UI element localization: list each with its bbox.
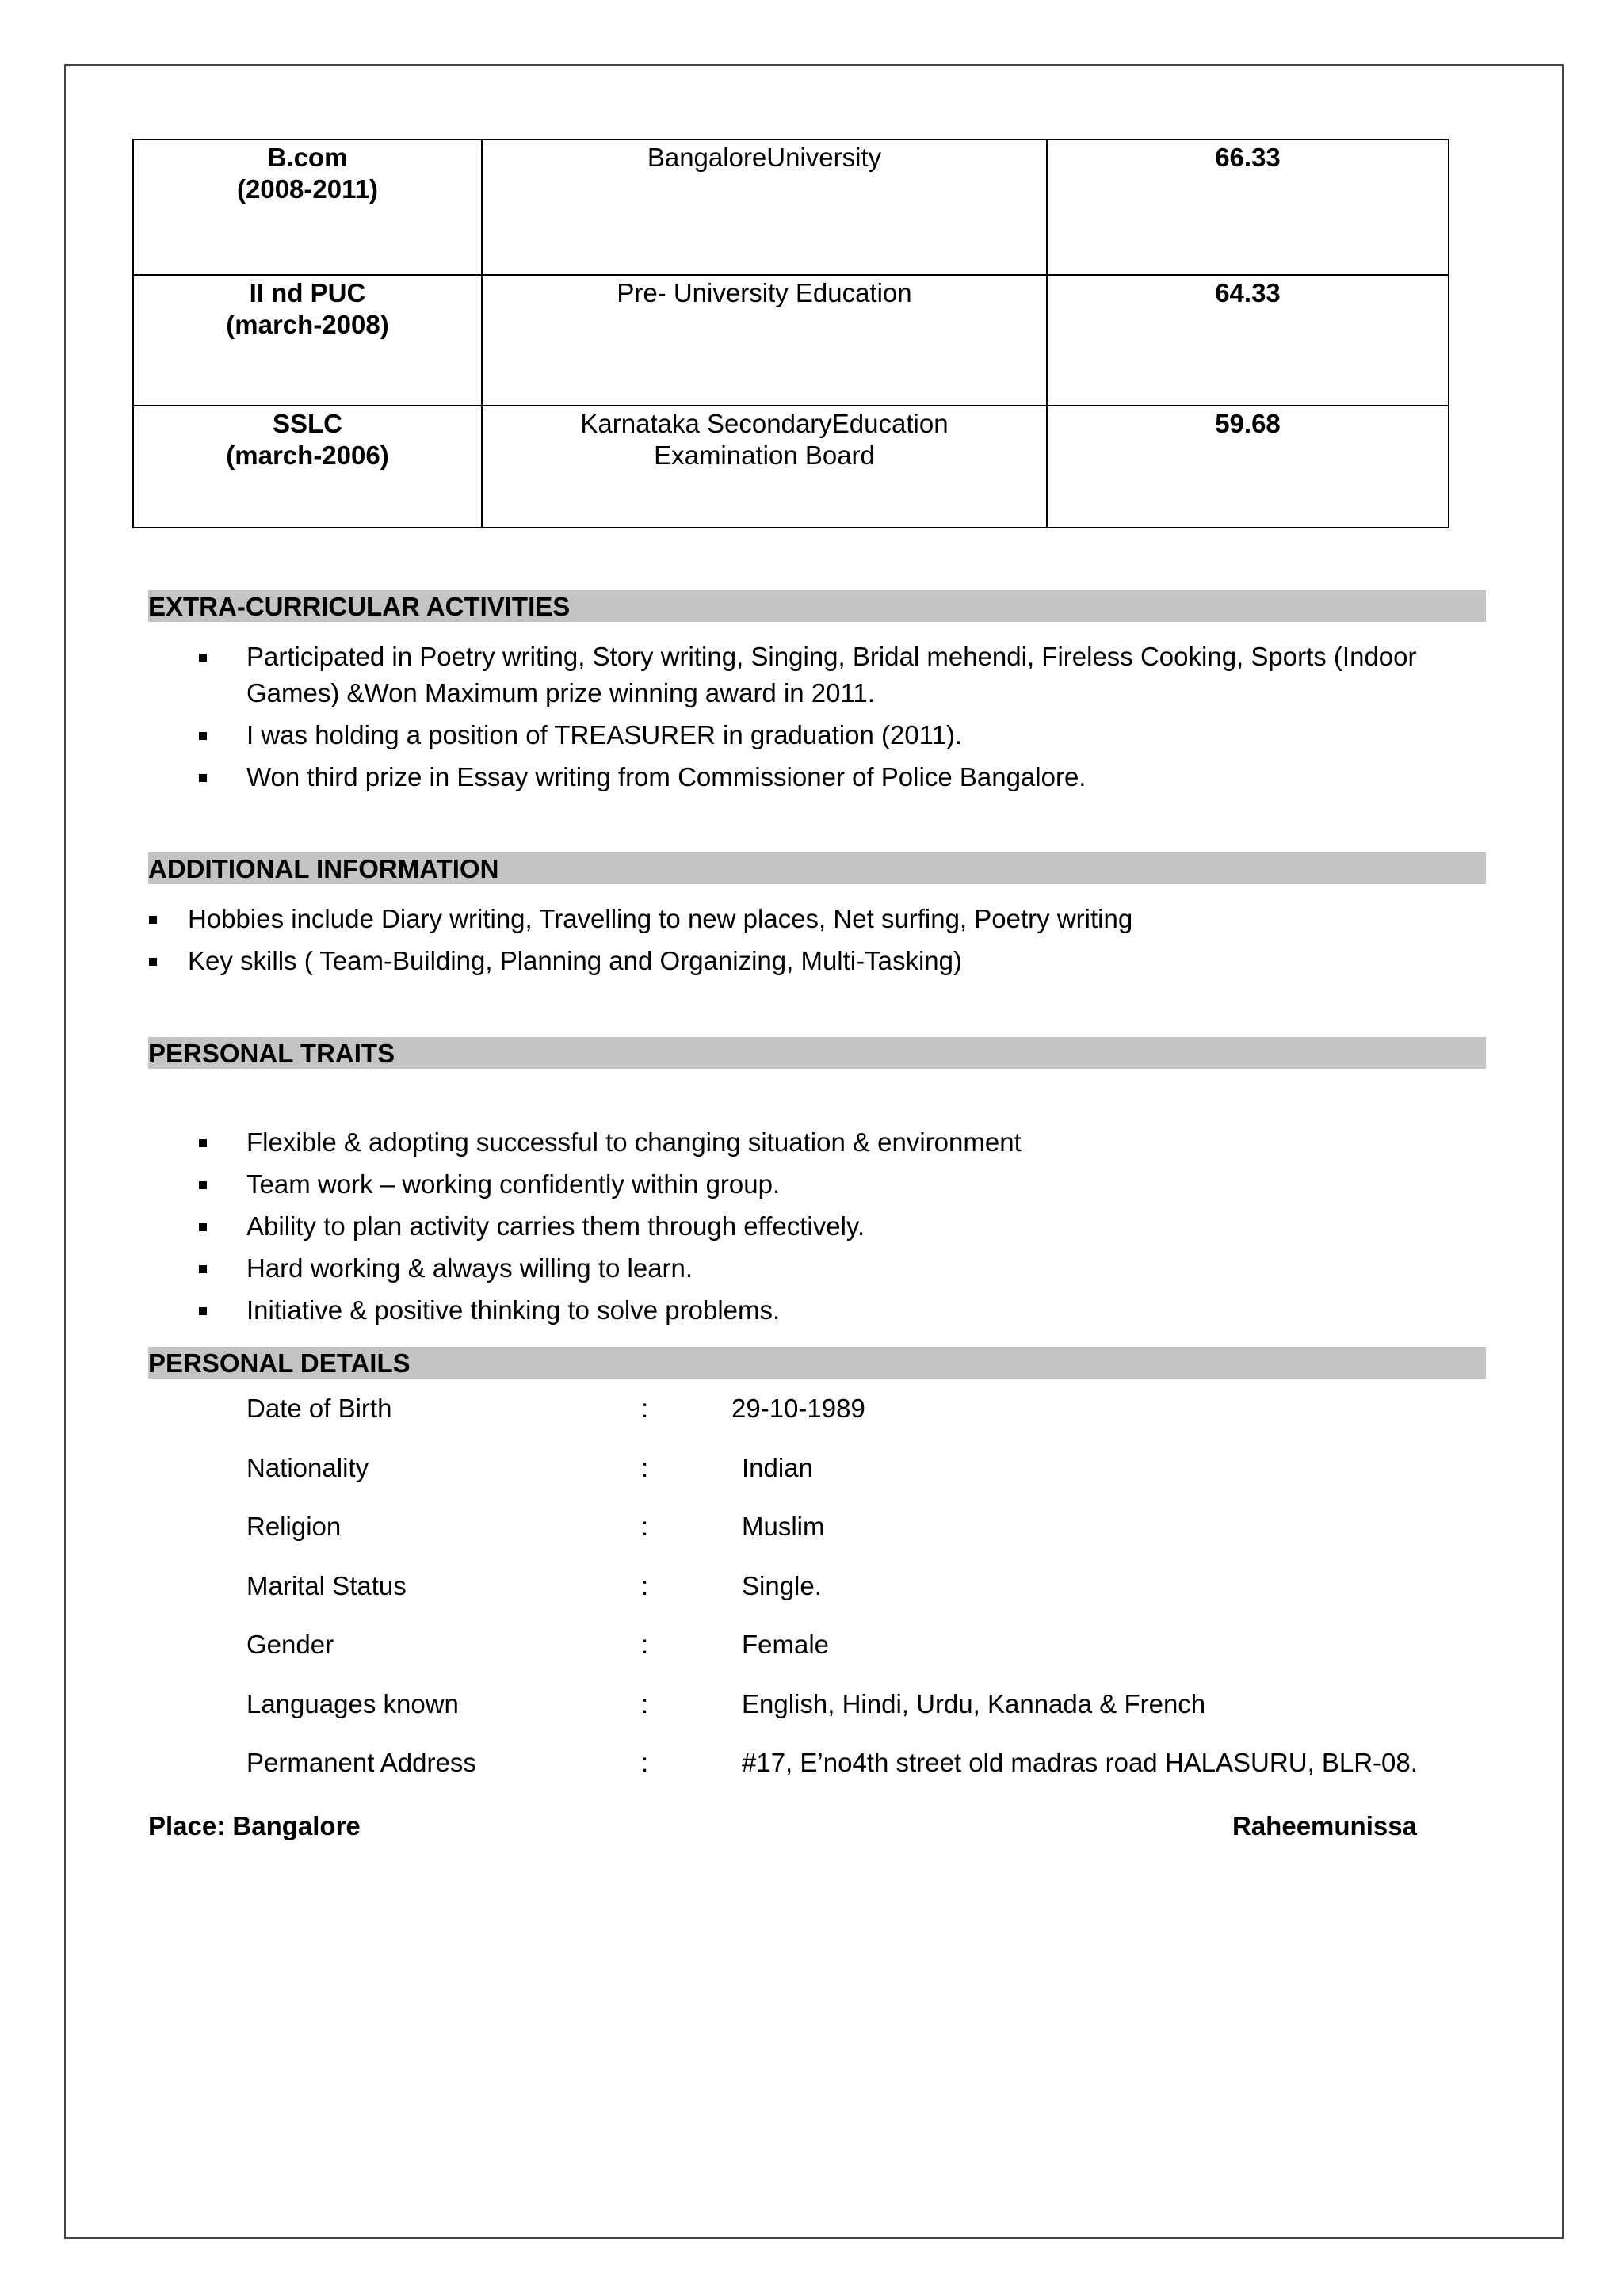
qualification-cell — [133, 406, 482, 528]
traits-list — [246, 1124, 1491, 1329]
qualification-name: SSLC — [272, 409, 342, 438]
detail-value: Female — [742, 1630, 830, 1659]
list-item: Hobbies include Diary writing, Travelling to new places, Net surfing, Poetry writing — [188, 901, 1480, 937]
board-cell — [482, 406, 1047, 528]
detail-separator: : — [641, 1748, 649, 1777]
detail-value: English, Hindi, Urdu, Kannada & French — [742, 1688, 1206, 1718]
extracurricular-list — [246, 639, 1491, 795]
detail-separator: : — [641, 1688, 649, 1718]
detail-label: Marital Status — [246, 1570, 407, 1600]
detail-value: Indian — [742, 1452, 813, 1482]
bullet-icon — [199, 1181, 207, 1189]
detail-value: Muslim — [742, 1512, 825, 1541]
qualification-cell — [133, 275, 482, 406]
signature-name: Raheemunissa — [1232, 1811, 1417, 1840]
board-name: Karnataka SecondaryEducation — [580, 409, 949, 438]
detail-separator: : — [641, 1452, 649, 1482]
board-name: Pre- University Education — [617, 278, 912, 307]
list-item: Initiative & positive thinking to solve problems. — [246, 1292, 1491, 1329]
list-item: Flexible & adopting successful to changing situation & environment — [246, 1124, 1491, 1161]
board-cell — [482, 275, 1047, 406]
bullet-icon — [199, 732, 207, 740]
bullet-icon — [199, 1139, 207, 1147]
list-item: Hard working & always willing to learn. — [246, 1250, 1491, 1287]
detail-label: Permanent Address — [246, 1748, 476, 1777]
bullet-icon — [199, 1265, 207, 1273]
bullet-icon — [199, 654, 207, 662]
qualification-name: II nd PUC — [249, 278, 366, 307]
place-label: Place: Bangalore — [148, 1811, 361, 1840]
qualification-period: (march-2008) — [226, 310, 389, 339]
detail-separator: : — [641, 1630, 649, 1659]
traits-heading: PERSONAL TRAITS — [148, 1037, 1486, 1069]
list-item: I was holding a position of TREASURER in graduation (2011). — [246, 717, 1491, 753]
board-name-line2: Examination Board — [654, 441, 875, 470]
additional-list — [188, 901, 1480, 979]
table-row — [133, 275, 1449, 406]
list-item: Key skills ( Team-Building, Planning and Organizing, Multi-Tasking) — [188, 943, 1480, 979]
qualification-period: (march-2006) — [226, 441, 389, 470]
bullet-icon — [199, 1307, 207, 1315]
detail-separator: : — [641, 1394, 649, 1423]
list-item: Ability to plan activity carries them through effectively. — [246, 1208, 1491, 1245]
bullet-icon — [199, 1223, 207, 1231]
detail-separator: : — [641, 1512, 649, 1541]
bullet-icon — [199, 774, 207, 782]
list-item: Won third prize in Essay writing from Commissioner of Police Bangalore. — [246, 759, 1491, 795]
detail-separator: : — [641, 1570, 649, 1600]
qualification-period: (2008-2011) — [237, 174, 378, 204]
qualification-cell — [133, 139, 482, 275]
list-item: Participated in Poetry writing, Story writing, Singing, Bridal mehendi, Fireless Cooking, Sports (Indoor Games) &Won Maximum prize winning award in 2011. — [246, 639, 1491, 711]
details-heading: PERSONAL DETAILS — [148, 1347, 1486, 1379]
detail-label: Languages known — [246, 1688, 459, 1718]
education-table — [132, 139, 1449, 528]
detail-value: Single. — [742, 1570, 822, 1600]
list-item: Team work – working confidently within group. — [246, 1166, 1491, 1203]
bullet-icon — [149, 916, 157, 924]
detail-value: #17, E’no4th street old madras road HALASURU, BLR-08. — [742, 1748, 1418, 1777]
table-row — [133, 139, 1449, 275]
board-cell — [482, 139, 1047, 275]
qualification-name: B.com — [267, 143, 348, 172]
extracurricular-heading: EXTRA-CURRICULAR ACTIVITIES — [148, 590, 1486, 622]
score-cell: 66.33 — [1047, 139, 1449, 275]
detail-label: Date of Birth — [246, 1394, 392, 1423]
detail-label: Gender — [246, 1630, 334, 1659]
bullet-icon — [149, 958, 157, 966]
detail-value: 29-10-1989 — [731, 1394, 865, 1423]
detail-label: Religion — [246, 1512, 342, 1541]
score-cell: 64.33 — [1047, 275, 1449, 406]
additional-heading: ADDITIONAL INFORMATION — [148, 852, 1486, 884]
detail-label: Nationality — [246, 1452, 369, 1482]
table-row — [133, 406, 1449, 528]
score-cell: 59.68 — [1047, 406, 1449, 528]
board-name: BangaloreUniversity — [647, 143, 882, 172]
